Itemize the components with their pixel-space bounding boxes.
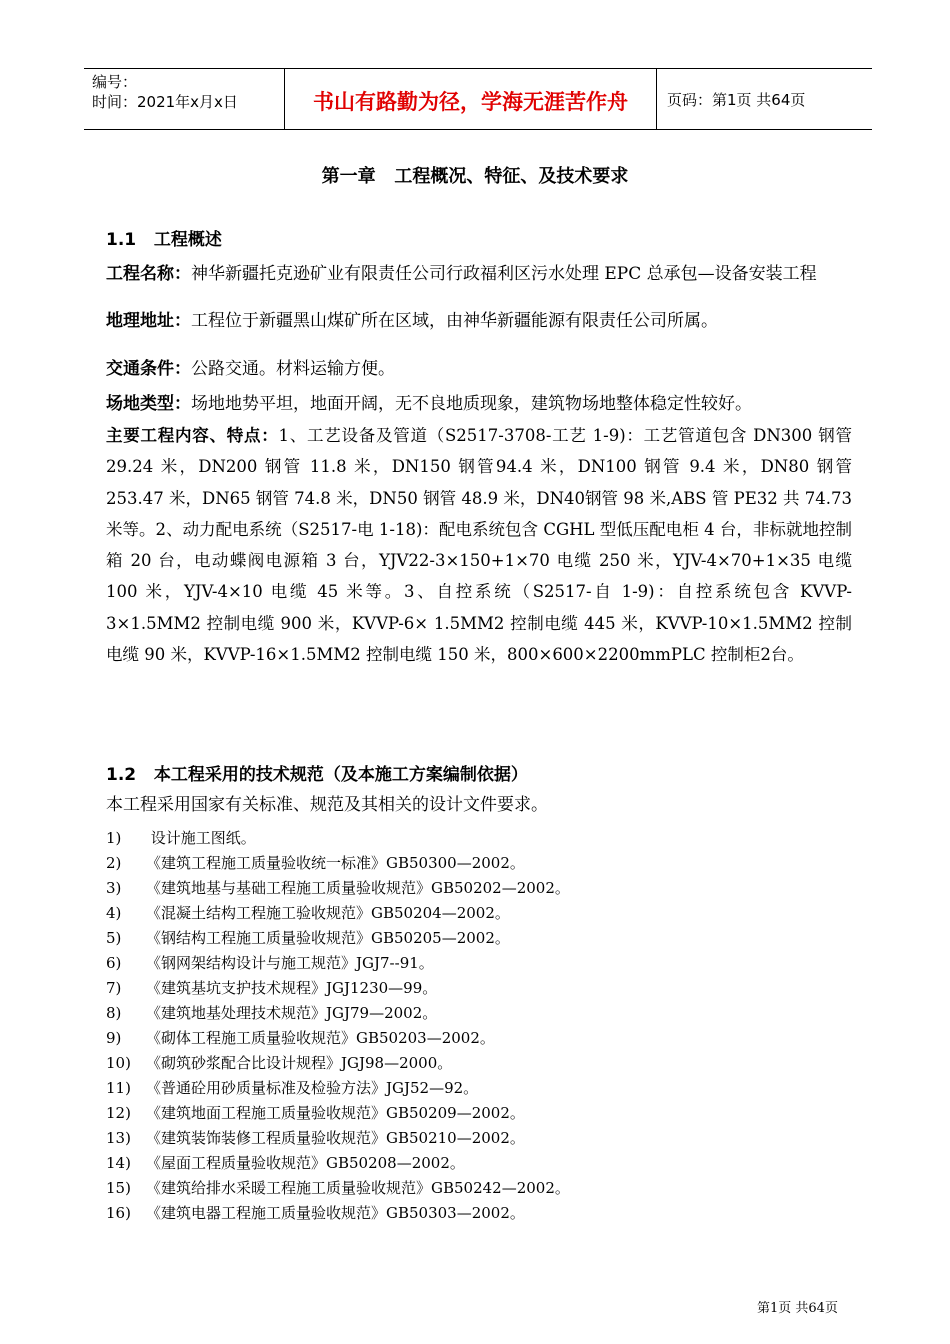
standard-item-number: 5) (106, 929, 122, 947)
standard-item-number: 1) (106, 829, 122, 847)
standard-item-text: 《砌筑砂浆配合比设计规程》JGJ98—2000。 (146, 1054, 453, 1072)
traffic-line (106, 354, 395, 379)
standard-item (106, 902, 510, 923)
site-type-label: 场地类型： (106, 394, 191, 414)
standard-item-text: 《普通砼用砂质量标准及检验方法》JGJ52—92。 (146, 1079, 479, 1097)
project-name-value: 神华新疆托克逊矿业有限责任公司行政福利区污水处理 EPC 总承包—设备安装工程 (191, 264, 817, 284)
page-footer: 第1页 共64页 (757, 1301, 838, 1316)
standard-item-text: 《钢网架结构设计与施工规范》JGJ7--91。 (146, 954, 434, 972)
doc-time-label: 时间：2021年x月x日 (92, 93, 238, 111)
chapter-title: 第一章 工程概况、特征、及技术要求 (321, 166, 629, 187)
standard-item (106, 877, 570, 898)
standard-item-text: 《建筑电器工程施工质量验收规范》GB50303—2002。 (146, 1204, 525, 1222)
standard-item-text: 《屋面工程质量验收规范》GB50208—2002。 (146, 1154, 465, 1172)
standard-item (106, 1152, 465, 1173)
page-header (84, 68, 872, 130)
standard-item (106, 1052, 452, 1073)
location-label: 地理地址： (106, 311, 191, 331)
main-content-label: 主要工程内容、特点： (106, 426, 279, 445)
standard-item-number: 15) (106, 1179, 131, 1197)
standard-item-number: 9) (106, 1029, 122, 1047)
standard-item-number: 6) (106, 954, 122, 972)
doc-number-label: 编号： (92, 73, 138, 91)
project-name-line (106, 259, 817, 284)
traffic-value: 公路交通。材料运输方便。 (191, 359, 395, 379)
standard-item-number: 16) (106, 1204, 131, 1222)
standard-item (106, 1102, 525, 1123)
standard-item-number: 14) (106, 1154, 131, 1172)
standard-item-text: 《钢结构工程施工质量验收规范》GB50205—2002。 (146, 929, 510, 947)
standard-item-number: 12) (106, 1104, 131, 1122)
standard-item-number: 4) (106, 904, 122, 922)
site-type-line (106, 389, 752, 414)
header-page-code: 页码：第1页 共64页 (667, 91, 806, 109)
standard-item-text: 设计施工图纸。 (146, 829, 256, 847)
standard-item-number: 2) (106, 854, 122, 872)
header-meta (84, 69, 284, 129)
standard-item (106, 1202, 525, 1223)
standard-item-text: 《建筑工程施工质量验收统一标准》GB50300—2002。 (146, 854, 525, 872)
standard-item-text: 《建筑地基与基础工程施工质量验收规范》GB50202—2002。 (146, 879, 570, 897)
location-line (106, 306, 718, 331)
standard-item (106, 1077, 478, 1098)
header-motto: 书山有路勤为径，学海无涯苦作舟 (313, 90, 628, 114)
project-name-label: 工程名称： (106, 264, 191, 284)
section-heading-1-1: 1.1 工程概述 (106, 230, 222, 250)
standard-item (106, 927, 510, 948)
standard-item-number: 11) (106, 1079, 131, 1097)
standard-item-text: 《建筑地基处理技术规范》JGJ79—2002。 (146, 1004, 438, 1022)
standard-item (106, 852, 525, 873)
standard-item (106, 1127, 525, 1148)
standard-item-text: 《建筑地面工程施工质量验收规范》GB50209—2002。 (146, 1104, 525, 1122)
standard-item (106, 1002, 437, 1023)
header-page-cell (657, 69, 872, 129)
standard-item-text: 《建筑装饰装修工程质量验收规范》GB50210—2002。 (146, 1129, 525, 1147)
standard-item (106, 952, 434, 973)
header-motto-cell (284, 69, 657, 129)
location-value: 工程位于新疆黑山煤矿所在区域，由神华新疆能源有限责任公司所属。 (191, 311, 718, 331)
standard-item-number: 3) (106, 879, 122, 897)
standards-intro: 本工程采用国家有关标准、规范及其相关的设计文件要求。 (106, 795, 548, 815)
standard-item-text: 《混凝土结构工程施工验收规范》GB50204—2002。 (146, 904, 510, 922)
standard-item-text: 《砌体工程施工质量验收规范》GB50203—2002。 (146, 1029, 495, 1047)
section-heading-1-2: 1.2 本工程采用的技术规范（及本施工方案编制依据） (106, 765, 528, 785)
standard-item (106, 827, 256, 848)
standard-item-number: 13) (106, 1129, 131, 1147)
standard-item (106, 1177, 570, 1198)
standard-item-number: 10) (106, 1054, 131, 1072)
standard-item (106, 1027, 495, 1048)
site-type-value: 场地地势平坦，地面开阔，无不良地质现象，建筑物场地整体稳定性较好。 (191, 394, 752, 414)
standard-item-text: 《建筑基坑支护技术规程》JGJ1230—99。 (146, 979, 438, 997)
traffic-label: 交通条件： (106, 359, 191, 379)
standard-item-number: 8) (106, 1004, 122, 1022)
main-content-paragraph (106, 420, 852, 670)
standard-item-text: 《建筑给排水采暖工程施工质量验收规范》GB50242—2002。 (146, 1179, 570, 1197)
standard-item (106, 977, 437, 998)
standard-item-number: 7) (106, 979, 122, 997)
main-content-value: 1、工艺设备及管道（S2517-3708-工艺 1-9)：工艺管道包含 DN300 钢管 29.24 米，DN200 钢管 11.8 米，DN150 钢管94.4 米，DN100 钢管 9.4 米，DN80 钢管 253.47 米，DN65 钢管 74.8 米，DN50 钢管 48.9 米，DN40钢管 98 米,ABS 管 PE32 共 74.73 米等。2、动力配电系统（S2517-电 1-18)：配电系统包含 CGHL 型低压配电柜 4 台，非标就地控制箱 20 台，电动蝶阀电源箱 3 台，YJV22-3×150+1×70 电缆 250 米，YJV-4×70+1×35 电缆 100 米，YJV-4×10 电缆 45 米等。3、自控系统（S2517-自 1-9)：自控系统包含 KVVP-3×1.5MM2 控制电缆 900 米，KVVP-6× 1.5MM2 控制电缆 445 米，KVVP-10×1.5MM2 控制电缆 90 米，KVVP-16×1.5MM2 控制电缆 150 米，800×600×2200mmPLC 控制柜2台。 (106, 426, 853, 665)
